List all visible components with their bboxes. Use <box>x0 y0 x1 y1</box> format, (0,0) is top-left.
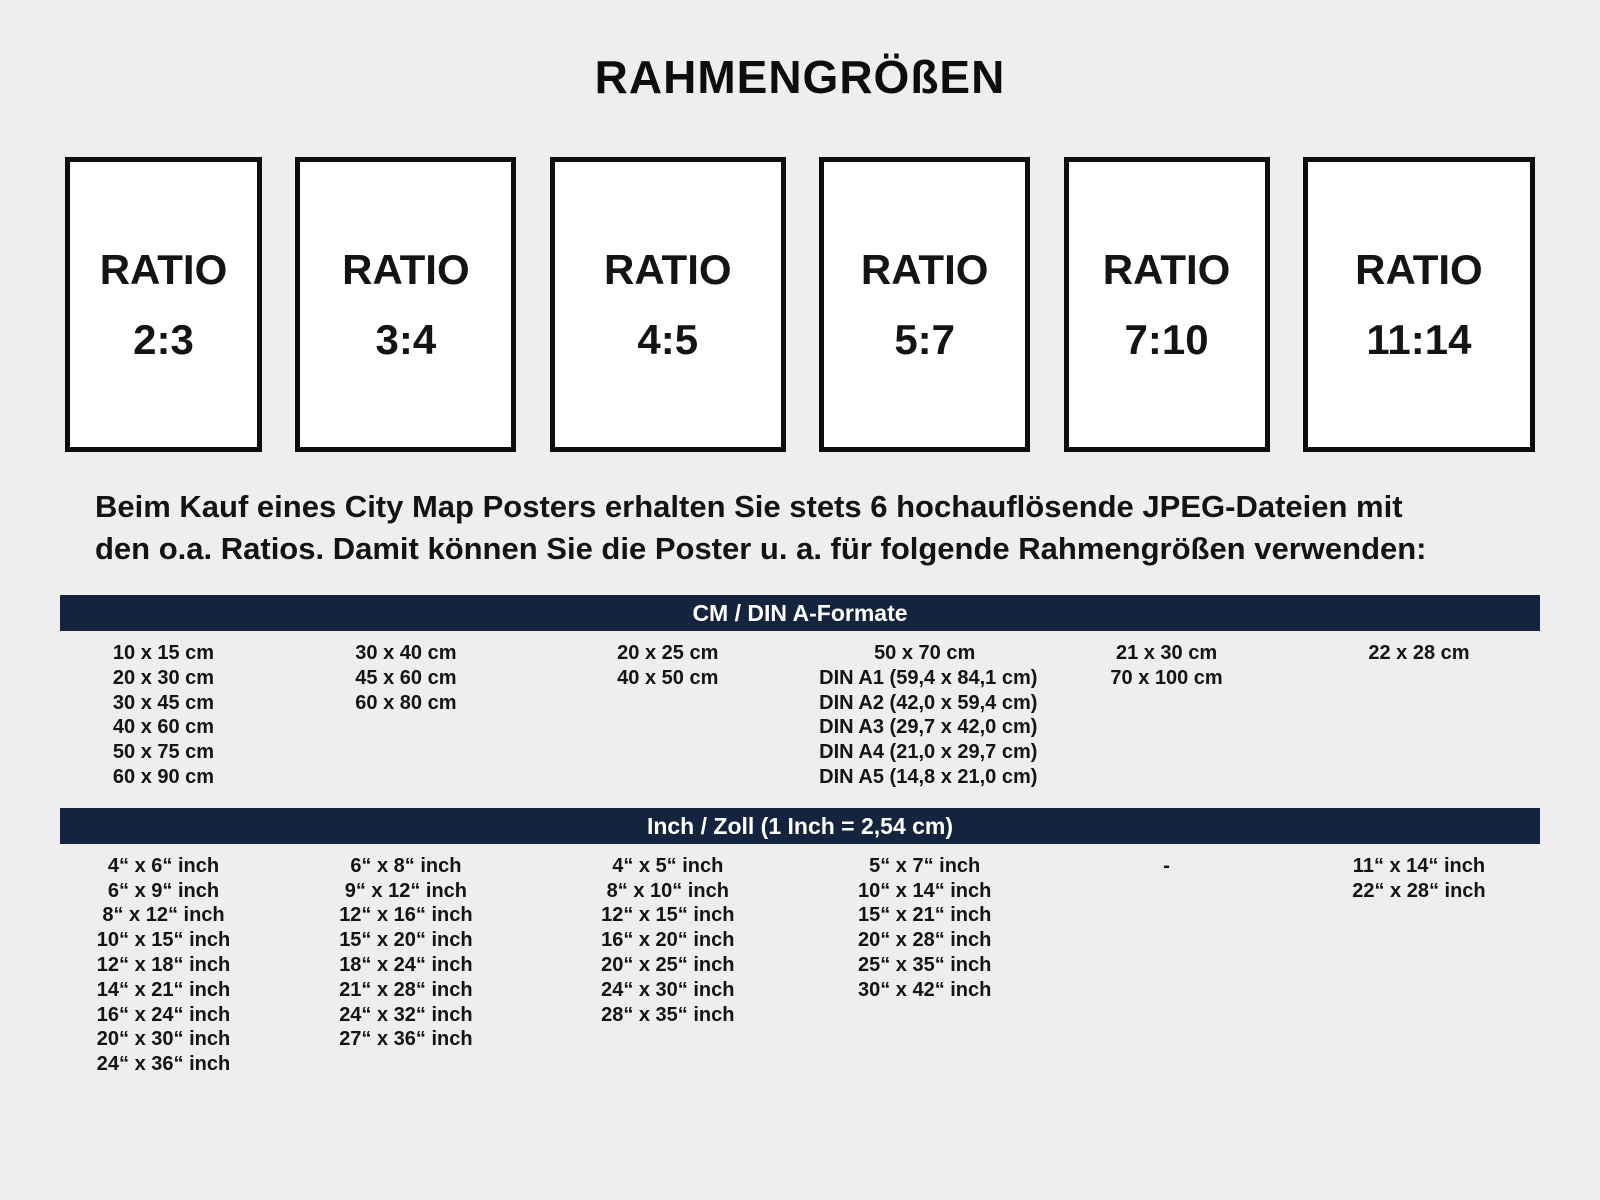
size-column <box>819 641 1038 790</box>
size-cell: 10“ x 14“ inch <box>857 879 992 902</box>
ratio-box <box>65 157 262 452</box>
size-cell: 50 x 75 cm <box>112 741 215 764</box>
size-column <box>550 854 786 1077</box>
ratio-word-label: RATIO <box>99 245 228 293</box>
size-cell: 10“ x 15“ inch <box>96 929 231 952</box>
ratio-box <box>1303 157 1535 452</box>
size-cell: 30“ x 42“ inch <box>857 978 992 1001</box>
size-column <box>1303 854 1535 1077</box>
intro-text <box>95 486 1540 570</box>
intro-line-2: den o.a. Ratios. Damit können Sie die Poster u. a. für folgende Rahmengrößen verwenden: <box>95 531 1427 566</box>
size-cell: 15“ x 20“ inch <box>339 929 473 952</box>
size-column <box>1064 641 1270 790</box>
size-cell: 20 x 25 cm <box>617 642 719 664</box>
size-cell: 27“ x 36“ inch <box>339 1028 473 1051</box>
size-column <box>295 641 516 790</box>
size-cell: 16“ x 24“ inch <box>96 1003 231 1026</box>
ratio-value-label: 4:5 <box>637 315 699 363</box>
size-cell: DIN A4 (21,0 x 29,7 cm) <box>819 741 1038 764</box>
size-cell: 20 x 30 cm <box>112 666 215 689</box>
ratio-word-label: RATIO <box>342 245 470 293</box>
ratio-box <box>1064 157 1270 452</box>
size-cell: 30 x 40 cm <box>355 642 457 664</box>
ratio-value-label: 3:4 <box>375 315 437 363</box>
size-cell: 20“ x 25“ inch <box>601 953 735 976</box>
size-cell: DIN A1 (59,4 x 84,1 cm) <box>819 666 1038 689</box>
ratio-value-label: 7:10 <box>1124 315 1209 363</box>
size-cell: 30 x 45 cm <box>112 691 215 714</box>
size-cell: 20“ x 30“ inch <box>96 1028 231 1051</box>
size-cell: 45 x 60 cm <box>355 666 457 689</box>
size-cell: 24“ x 30“ inch <box>601 978 735 1001</box>
page-title: RAHMENGRÖßEN <box>594 51 1006 103</box>
size-cell: 70 x 100 cm <box>1110 666 1223 689</box>
size-cell: 6“ x 8“ inch <box>350 854 462 877</box>
inch-size-table <box>0 844 1600 1087</box>
size-cell: 12“ x 16“ inch <box>339 904 473 927</box>
ratio-boxes-row <box>0 157 1600 452</box>
size-cell: 4“ x 6“ inch <box>107 854 220 877</box>
cm-section-header <box>60 595 1540 631</box>
size-cell: 10 x 15 cm <box>112 642 215 664</box>
ratio-word-label: RATIO <box>1355 245 1483 293</box>
size-cell: 8“ x 10“ inch <box>606 879 729 902</box>
size-cell: - <box>1163 854 1170 877</box>
size-cell: 60 x 80 cm <box>355 691 457 714</box>
ratio-value-label: 2:3 <box>133 315 194 363</box>
size-cell: 21“ x 28“ inch <box>339 978 473 1001</box>
size-column <box>1064 854 1270 1077</box>
size-cell: 22 x 28 cm <box>1368 642 1470 664</box>
size-cell: 24“ x 32“ inch <box>339 1003 473 1026</box>
size-column <box>295 854 516 1077</box>
ratio-word-label: RATIO <box>1102 245 1231 293</box>
ratio-value-label: 11:14 <box>1366 315 1472 363</box>
size-cell: 12“ x 15“ inch <box>601 904 735 927</box>
cm-section-title: CM / DIN A-Formate <box>692 600 908 626</box>
size-column <box>65 641 262 790</box>
size-column <box>65 854 262 1077</box>
size-cell: 24“ x 36“ inch <box>96 1053 231 1076</box>
size-column <box>550 641 786 790</box>
size-cell: 5“ x 7“ inch <box>869 854 981 877</box>
size-column <box>819 854 1030 1077</box>
ratio-box <box>550 157 786 452</box>
ratio-box <box>819 157 1030 452</box>
size-cell: 60 x 90 cm <box>112 765 215 788</box>
size-cell: 50 x 70 cm <box>874 642 976 664</box>
size-cell: 20“ x 28“ inch <box>857 929 992 952</box>
size-cell: 40 x 50 cm <box>617 666 719 689</box>
size-cell: 12“ x 18“ inch <box>96 953 231 976</box>
cm-section <box>0 595 1600 800</box>
size-cell: 16“ x 20“ inch <box>601 929 735 952</box>
inch-section-title: Inch / Zoll (1 Inch = 2,54 cm) <box>646 812 954 839</box>
size-cell: 4“ x 5“ inch <box>612 854 724 877</box>
size-cell: 15“ x 21“ inch <box>857 904 992 927</box>
size-cell: 6“ x 9“ inch <box>107 879 220 902</box>
cm-size-table <box>0 631 1600 800</box>
size-cell: 22“ x 28“ inch <box>1352 879 1486 902</box>
ratio-word-label: RATIO <box>860 245 989 293</box>
size-cell: DIN A5 (14,8 x 21,0 cm) <box>819 765 1038 788</box>
size-column <box>1303 641 1535 790</box>
ratio-box <box>295 157 516 452</box>
inch-section-header <box>60 808 1540 844</box>
size-cell: 28“ x 35“ inch <box>601 1003 735 1026</box>
intro-line-1: Beim Kauf eines City Map Posters erhalten Sie stets 6 hochauflösende JPEG-Dateien mit <box>95 489 1403 524</box>
size-cell: 25“ x 35“ inch <box>857 953 992 976</box>
size-cell: 8“ x 12“ inch <box>102 904 225 927</box>
ratio-value-label: 5:7 <box>894 315 956 363</box>
size-cell: 9“ x 12“ inch <box>344 879 468 902</box>
size-cell: 18“ x 24“ inch <box>339 953 473 976</box>
size-cell: DIN A2 (42,0 x 59,4 cm) <box>819 691 1038 714</box>
size-cell: 40 x 60 cm <box>112 716 215 739</box>
inch-section <box>0 808 1600 1087</box>
size-cell: 21 x 30 cm <box>1115 642 1218 664</box>
size-cell: DIN A3 (29,7 x 42,0 cm) <box>819 716 1038 739</box>
size-cell: 14“ x 21“ inch <box>96 978 231 1001</box>
ratio-word-label: RATIO <box>604 245 732 293</box>
size-cell: 11“ x 14“ inch <box>1352 854 1486 877</box>
